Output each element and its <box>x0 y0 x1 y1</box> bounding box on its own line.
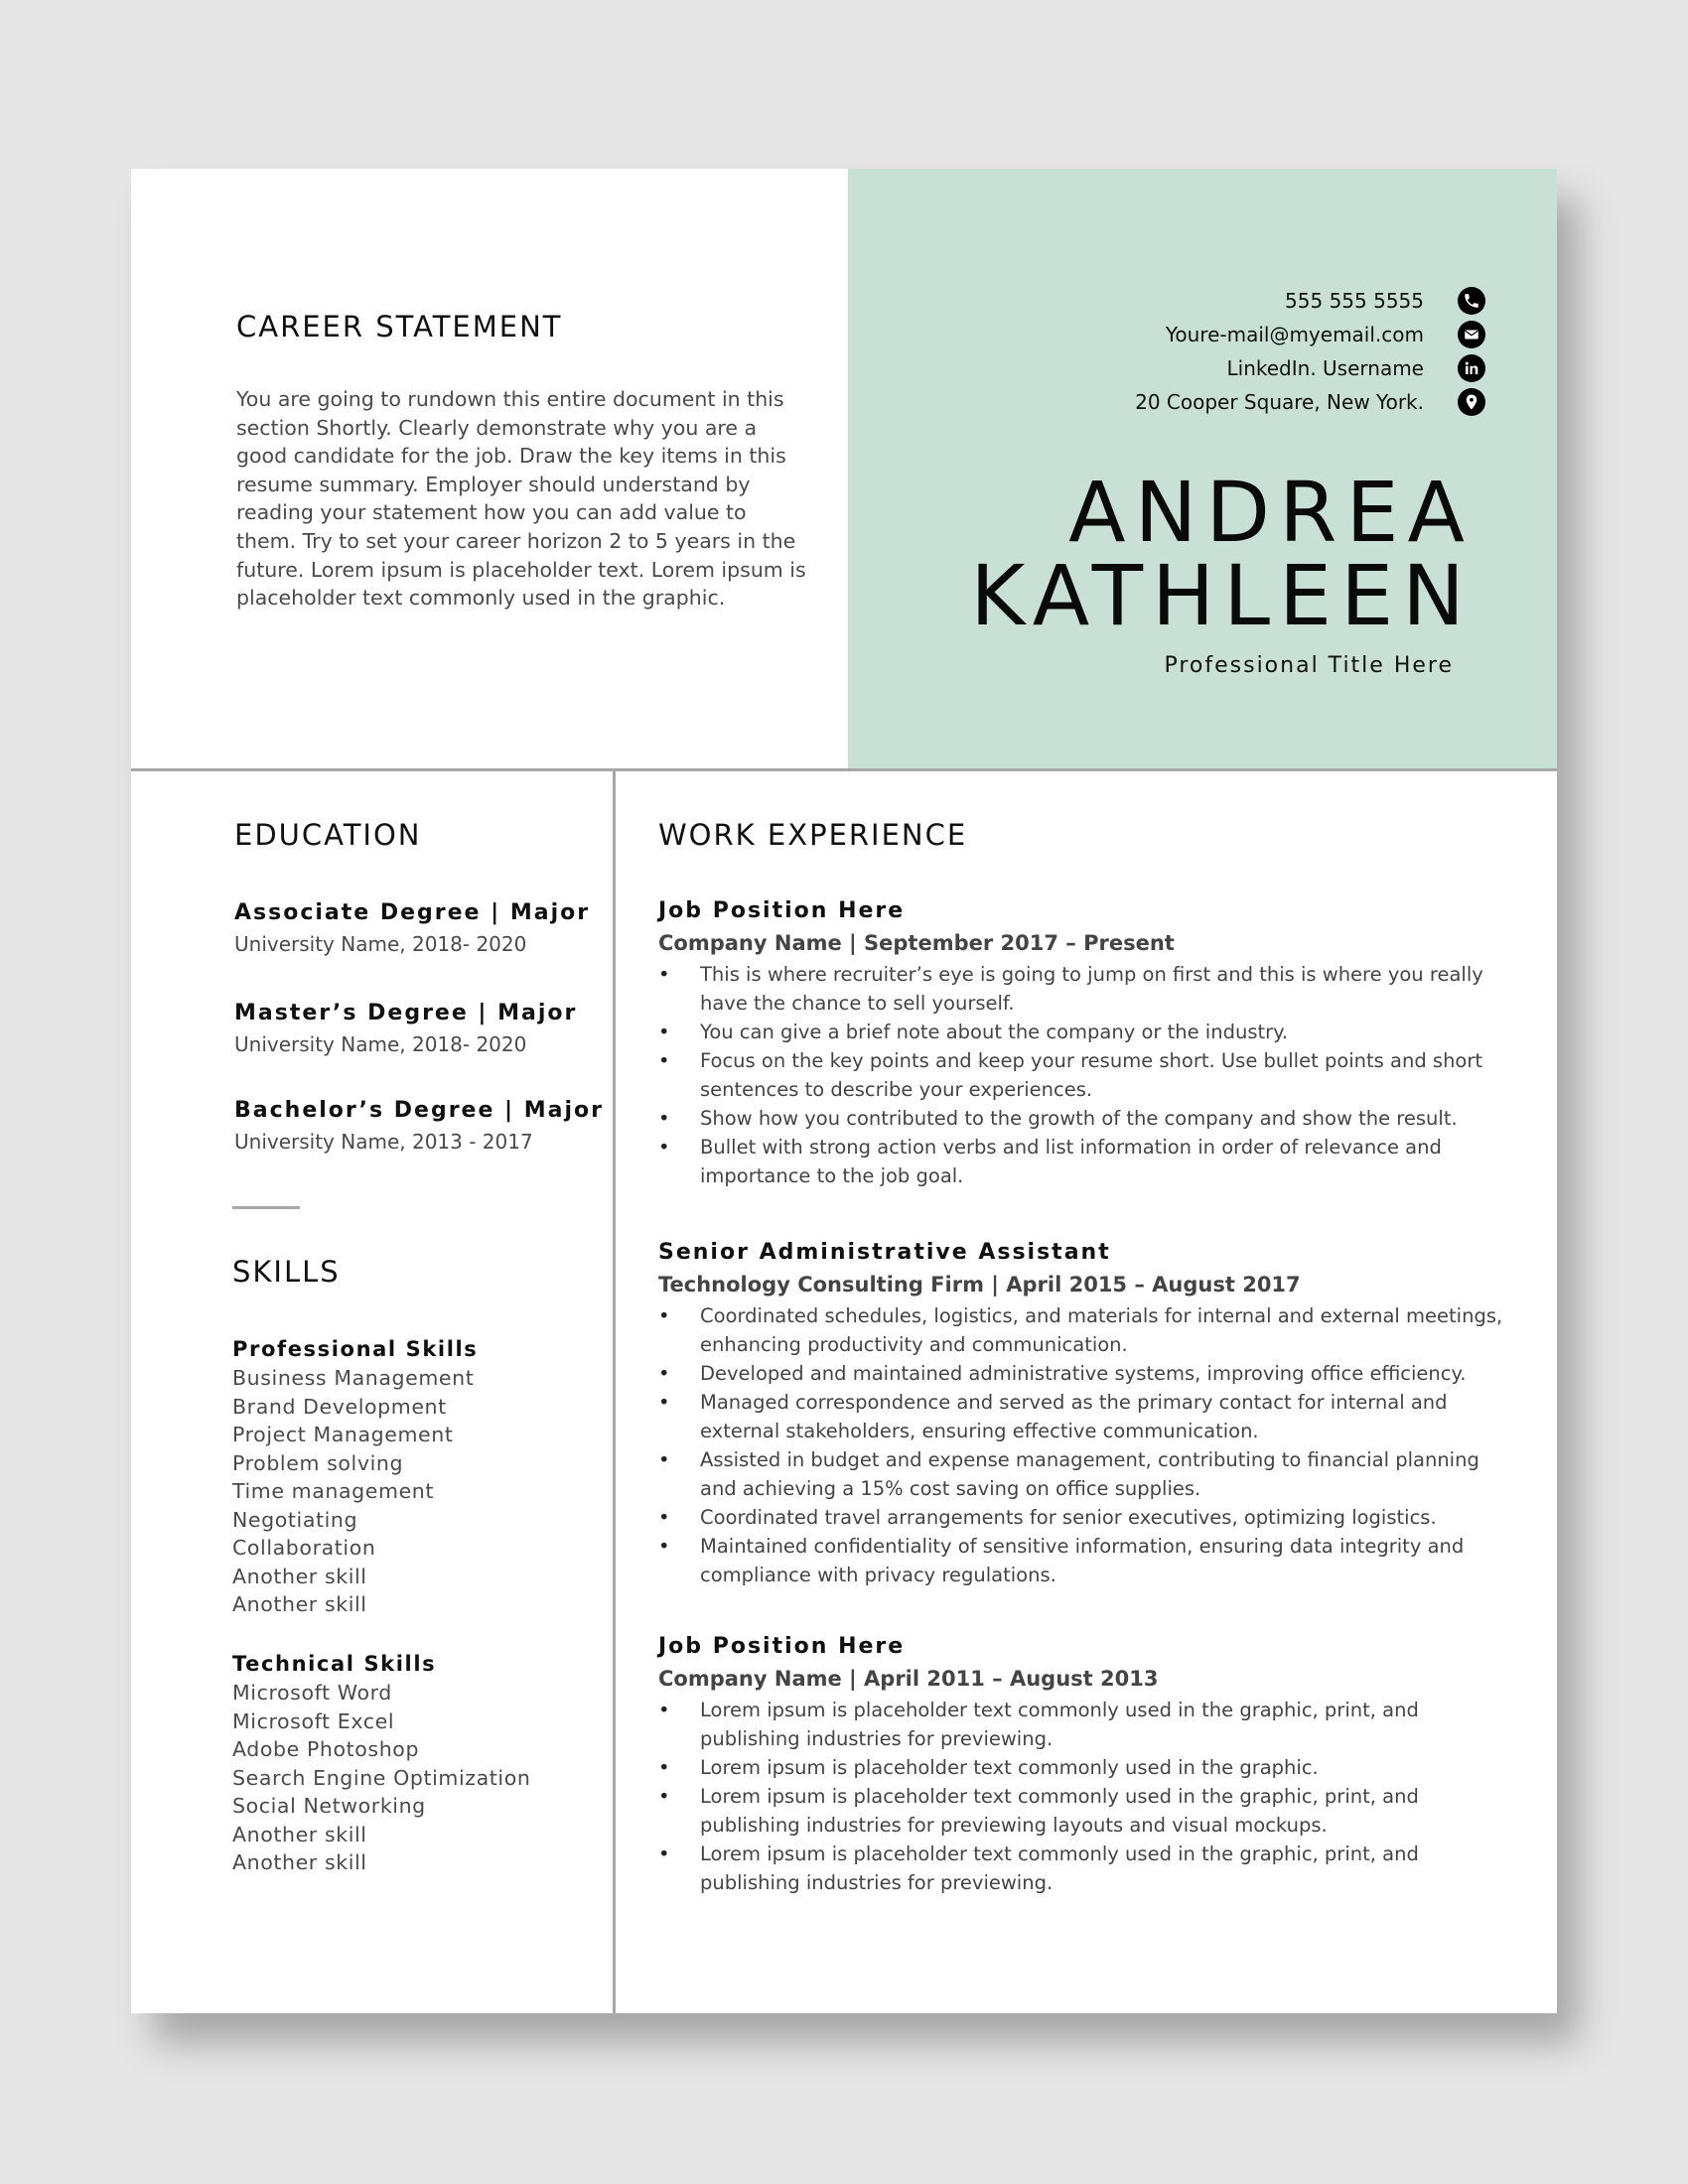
education-heading: EDUCATION <box>234 818 422 852</box>
skill-item: Time management <box>232 1479 435 1503</box>
university: University Name, 2018- 2020 <box>234 932 527 956</box>
location-pin-icon <box>1458 388 1485 416</box>
university: University Name, 2018- 2020 <box>234 1032 527 1056</box>
job-title: Job Position Here <box>658 898 906 923</box>
skill-item: Search Engine Optimization <box>232 1765 531 1790</box>
skill-item: Business Management <box>232 1366 475 1390</box>
job-bullet: • Managed correspondence and served as the primary contact for internal and external stakeholders, ensuring effective communication. <box>658 1388 1512 1445</box>
education-item <box>234 1096 604 1158</box>
job-entry <box>658 1632 1512 1897</box>
linkedin-text: LinkedIn. Username <box>1226 356 1424 380</box>
vertical-divider <box>613 771 616 2013</box>
skill-item: Brand Development <box>232 1394 447 1419</box>
contact-phone <box>929 284 1485 318</box>
first-name: ANDREA <box>1068 464 1474 561</box>
job-bullet: • Bullet with strong action verbs and list information in order of relevance and importance to the job goal. <box>658 1133 1512 1190</box>
job-bullet: • Show how you contributed to the growth of the company and show the result. <box>658 1104 1512 1133</box>
contact-list <box>929 284 1485 419</box>
skill-item: Collaboration <box>232 1536 376 1560</box>
email-text: Youre-mail@myemail.com <box>1165 323 1424 346</box>
job-company: Technology Consulting Firm | April 2015 – August 2017 <box>658 1273 1301 1297</box>
education-item <box>234 898 590 960</box>
job-bullet: • Coordinated travel arrangements for senior executives, optimizing logistics. <box>658 1503 1512 1532</box>
work-experience-heading: WORK EXPERIENCE <box>658 818 968 852</box>
skill-item: Another skill <box>232 1564 367 1588</box>
career-statement-heading: CAREER STATEMENT <box>236 310 563 343</box>
professional-skills <box>232 1335 478 1619</box>
university: University Name, 2013 - 2017 <box>234 1130 533 1154</box>
technical-skills <box>232 1650 530 1877</box>
skill-item: Another skill <box>232 1850 367 1874</box>
skills-heading: SKILLS <box>232 1255 341 1289</box>
job-title: Job Position Here <box>658 1634 906 1659</box>
skill-item: Microsoft Excel <box>232 1708 395 1733</box>
skill-item: Another skill <box>232 1822 367 1846</box>
career-statement-text: You are going to rundown this entire document in this section Shortly. Clearly demonstrate why you are a good candidate for the job. Draw the key items in this resume summary. Employer should understand by reading your statement how you can add value to them. Try to set your career horizon 2 to 5 years in the future. Lorem ipsum is placeholder text. Lorem ipsum is placeholder text commonly used in the graphic. <box>236 387 806 611</box>
job-bullet: • Coordinated schedules, logistics, and materials for internal and external meetings, enhancing productivity and communication. <box>658 1301 1512 1359</box>
contact-panel <box>848 169 1557 768</box>
degree: Master’s Degree | Major <box>234 1001 578 1025</box>
phone-icon <box>1458 287 1485 315</box>
education-item <box>234 999 577 1060</box>
job-bullet: • Lorem ipsum is placeholder text commonly used in the graphic, print, and publishing industries for previewing layouts and visual mockups. <box>658 1782 1512 1840</box>
job-bullet: • You can give a brief note about the company or the industry. <box>658 1018 1512 1046</box>
skill-group-title: Technical Skills <box>232 1652 437 1676</box>
professional-title: Professional Title Here <box>1164 653 1454 678</box>
job-title: Senior Administrative Assistant <box>658 1240 1111 1265</box>
contact-linkedin <box>929 351 1485 385</box>
job-company: Company Name | April 2011 – August 2013 <box>658 1667 1159 1691</box>
skill-item: Social Networking <box>232 1794 426 1818</box>
job-bullet: • Lorem ipsum is placeholder text commonly used in the graphic, print, and publishing industries for previewing. <box>658 1840 1512 1897</box>
last-name: KATHLEEN <box>970 547 1474 644</box>
skill-group-title: Professional Skills <box>232 1337 479 1361</box>
contact-email <box>929 318 1485 351</box>
job-bullet: • Assisted in budget and expense management, contributing to financial planning and achieving a 15% cost saving on office supplies. <box>658 1445 1512 1503</box>
email-icon <box>1458 321 1485 348</box>
skill-item: Problem solving <box>232 1450 404 1475</box>
horizontal-divider <box>131 768 1557 771</box>
job-company: Company Name | September 2017 – Present <box>658 931 1175 955</box>
job-entry <box>658 1238 1512 1589</box>
job-bullet: • Lorem ipsum is placeholder text commonly used in the graphic. <box>658 1753 1512 1782</box>
degree: Associate Degree | Major <box>234 900 591 925</box>
degree: Bachelor’s Degree | Major <box>234 1098 604 1123</box>
skill-item: Adobe Photoshop <box>232 1737 420 1761</box>
job-bullet: • Lorem ipsum is placeholder text commonly used in the graphic, print, and publishing industries for previewing. <box>658 1696 1512 1753</box>
job-bullet: • Maintained confidentiality of sensitive information, ensuring data integrity and compliance with privacy regulations. <box>658 1532 1512 1589</box>
skill-item: Project Management <box>232 1423 454 1446</box>
job-bullet: • This is where recruiter’s eye is going to jump on first and this is where you really have the chance to sell yourself. <box>658 960 1512 1018</box>
job-entry <box>658 896 1512 1190</box>
skill-item: Negotiating <box>232 1507 358 1532</box>
contact-address <box>929 385 1485 419</box>
resume-page <box>131 169 1557 2013</box>
phone-text: 555 555 5555 <box>1285 289 1424 313</box>
job-bullet: • Developed and maintained administrative systems, improving office efficiency. <box>658 1359 1512 1388</box>
address-text: 20 Cooper Square, New York. <box>1135 390 1424 414</box>
job-bullet: • Focus on the key points and keep your resume short. Use bullet points and short sentences to describe your experiences. <box>658 1046 1512 1104</box>
section-rule <box>232 1206 300 1209</box>
skill-item: Another skill <box>232 1592 367 1616</box>
skill-item: Microsoft Word <box>232 1681 392 1705</box>
linkedin-icon <box>1458 354 1485 382</box>
